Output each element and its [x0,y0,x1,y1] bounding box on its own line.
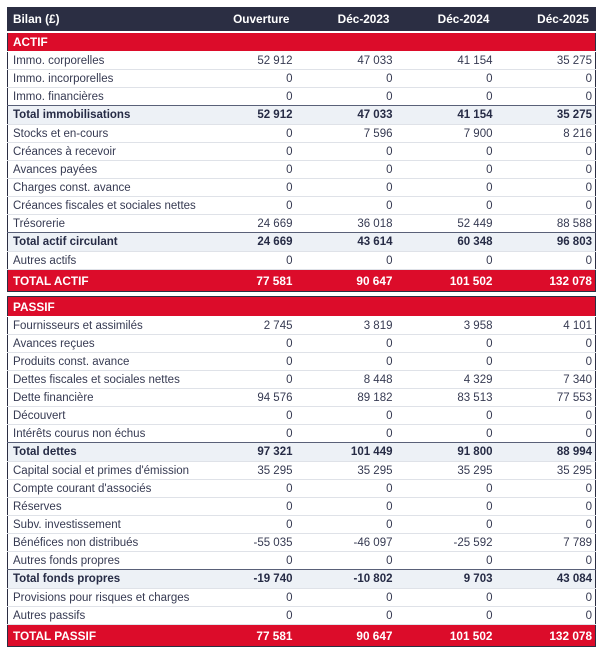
cell-dec-2024: 0 [396,143,496,161]
table-row [8,407,596,425]
cell-dec-2024: 91 800 [396,443,496,462]
cell-ouverture: 77 581 [196,625,296,647]
cell-dec-2024: 0 [396,425,496,443]
cell-dec-2023: 0 [296,88,396,106]
cell-ouverture: 52 912 [196,52,296,70]
row-label: Immo. corporelles [8,52,196,70]
section-header-row [8,297,596,317]
row-label: Dettes fiscales et sociales nettes [8,371,196,389]
cell-ouverture: -19 740 [196,570,296,589]
cell-dec-2024: 0 [396,498,496,516]
cell-dec-2023: 0 [296,480,396,498]
row-label: Capital social et primes d'émission [8,462,196,480]
table-row [8,88,596,106]
section-title: ACTIF [8,32,596,52]
cell-ouverture: 52 912 [196,106,296,125]
cell-ouverture: 0 [196,161,296,179]
row-label: Stocks et en-cours [8,125,196,143]
row-label: Créances à recevoir [8,143,196,161]
cell-dec-2023: 0 [296,252,396,270]
cell-dec-2023: 0 [296,161,396,179]
cell-dec-2024: 0 [396,516,496,534]
cell-ouverture: 0 [196,516,296,534]
cell-dec-2024: 0 [396,335,496,353]
table-row [8,335,596,353]
cell-dec-2024: 0 [396,70,496,88]
cell-dec-2024: 3 958 [396,317,496,335]
row-label: Immo. financières [8,88,196,106]
cell-dec-2025: 0 [496,252,596,270]
actif-section-body [8,32,596,292]
cell-ouverture: 0 [196,125,296,143]
cell-dec-2025: 88 994 [496,443,596,462]
cell-dec-2023: 0 [296,589,396,607]
row-label: Créances fiscales et sociales nettes [8,197,196,215]
column-header-dec-2024: Déc-2024 [396,8,496,32]
cell-ouverture: 0 [196,607,296,625]
cell-dec-2023: 0 [296,425,396,443]
cell-dec-2024: 83 513 [396,389,496,407]
table-row [8,233,596,252]
cell-dec-2025: 0 [496,552,596,570]
cell-dec-2025: 0 [496,353,596,371]
table-row [8,425,596,443]
cell-dec-2025: 0 [496,161,596,179]
column-header-dec-2025: Déc-2025 [496,8,596,32]
row-label: TOTAL ACTIF [8,270,196,292]
row-label: Avances reçues [8,335,196,353]
cell-dec-2023: 101 449 [296,443,396,462]
cell-dec-2024: 0 [396,197,496,215]
cell-ouverture: 0 [196,353,296,371]
table-row [8,462,596,480]
row-label: Total fonds propres [8,570,196,589]
cell-dec-2023: 47 033 [296,106,396,125]
cell-dec-2025: 0 [496,407,596,425]
row-label: Fournisseurs et assimilés [8,317,196,335]
cell-ouverture: 0 [196,335,296,353]
cell-dec-2025: 43 084 [496,570,596,589]
cell-dec-2024: 4 329 [396,371,496,389]
cell-dec-2025: 0 [496,516,596,534]
cell-dec-2025: 35 275 [496,106,596,125]
cell-ouverture: 77 581 [196,270,296,292]
row-label: Autres actifs [8,252,196,270]
table-row [8,625,596,647]
table-row [8,534,596,552]
table-row [8,498,596,516]
cell-dec-2025: 0 [496,88,596,106]
cell-dec-2025: 96 803 [496,233,596,252]
cell-ouverture: 24 669 [196,233,296,252]
row-label: Découvert [8,407,196,425]
cell-dec-2025: 0 [496,589,596,607]
table-row [8,516,596,534]
cell-ouverture: 0 [196,252,296,270]
table-row [8,52,596,70]
cell-ouverture: 35 295 [196,462,296,480]
cell-ouverture: 0 [196,480,296,498]
cell-ouverture: 0 [196,70,296,88]
column-header-ouverture: Ouverture [196,8,296,32]
table-row [8,443,596,462]
cell-dec-2023: 0 [296,407,396,425]
cell-dec-2023: 36 018 [296,215,396,233]
row-label: TOTAL PASSIF [8,625,196,647]
balance-sheet-report [7,7,595,647]
cell-ouverture: -55 035 [196,534,296,552]
balance-sheet-table-actif [7,7,596,292]
row-label: Produits const. avance [8,353,196,371]
table-row [8,317,596,335]
table-row [8,70,596,88]
row-label: Dette financière [8,389,196,407]
cell-dec-2025: 0 [496,480,596,498]
cell-dec-2025: 0 [496,607,596,625]
cell-dec-2025: 0 [496,425,596,443]
row-label: Total actif circulant [8,233,196,252]
row-label: Autres fonds propres [8,552,196,570]
table-row [8,570,596,589]
cell-ouverture: 0 [196,88,296,106]
column-header-bilan: Bilan (£) [8,8,196,32]
cell-dec-2024: -25 592 [396,534,496,552]
table-row [8,480,596,498]
row-label: Immo. incorporelles [8,70,196,88]
cell-dec-2023: 0 [296,179,396,197]
cell-dec-2023: 0 [296,516,396,534]
cell-dec-2023: 35 295 [296,462,396,480]
cell-dec-2023: 0 [296,143,396,161]
cell-dec-2025: 77 553 [496,389,596,407]
cell-dec-2025: 0 [496,197,596,215]
cell-dec-2023: 47 033 [296,52,396,70]
cell-dec-2025: 88 588 [496,215,596,233]
cell-dec-2024: 0 [396,407,496,425]
row-label: Bénéfices non distribués [8,534,196,552]
cell-ouverture: 24 669 [196,215,296,233]
table-row [8,552,596,570]
table-row [8,125,596,143]
table-row [8,589,596,607]
cell-dec-2024: 0 [396,252,496,270]
cell-dec-2024: 101 502 [396,270,496,292]
passif-section-body [8,297,596,647]
table-row [8,353,596,371]
cell-dec-2024: 0 [396,480,496,498]
cell-dec-2025: 132 078 [496,270,596,292]
section-header-row [8,32,596,52]
cell-dec-2025: 4 101 [496,317,596,335]
cell-dec-2024: 35 295 [396,462,496,480]
cell-dec-2024: 0 [396,589,496,607]
cell-ouverture: 0 [196,589,296,607]
balance-sheet-table-passif [7,296,596,647]
table-row [8,607,596,625]
cell-ouverture: 0 [196,407,296,425]
table-row [8,197,596,215]
cell-dec-2023: 90 647 [296,270,396,292]
table-row [8,143,596,161]
cell-dec-2024: 41 154 [396,52,496,70]
cell-ouverture: 0 [196,498,296,516]
cell-ouverture: 0 [196,371,296,389]
cell-dec-2024: 9 703 [396,570,496,589]
cell-dec-2023: 0 [296,70,396,88]
cell-ouverture: 0 [196,143,296,161]
cell-dec-2023: 0 [296,197,396,215]
table-row [8,106,596,125]
cell-dec-2024: 60 348 [396,233,496,252]
row-label: Réserves [8,498,196,516]
row-label: Avances payées [8,161,196,179]
cell-ouverture: 0 [196,552,296,570]
column-header-dec-2023: Déc-2023 [296,8,396,32]
row-label: Autres passifs [8,607,196,625]
cell-dec-2023: 90 647 [296,625,396,647]
cell-dec-2025: 0 [496,70,596,88]
cell-dec-2024: 0 [396,179,496,197]
row-label: Total immobilisations [8,106,196,125]
cell-dec-2024: 41 154 [396,106,496,125]
row-label: Intérêts courus non échus [8,425,196,443]
cell-dec-2024: 0 [396,607,496,625]
cell-ouverture: 0 [196,197,296,215]
cell-ouverture: 97 321 [196,443,296,462]
cell-ouverture: 94 576 [196,389,296,407]
row-label: Subv. investissement [8,516,196,534]
cell-dec-2023: 0 [296,552,396,570]
cell-dec-2025: 7 340 [496,371,596,389]
cell-dec-2024: 0 [396,552,496,570]
cell-dec-2023: 43 614 [296,233,396,252]
section-title: PASSIF [8,297,596,317]
table-row [8,270,596,292]
cell-dec-2025: 35 295 [496,462,596,480]
table-row [8,252,596,270]
cell-ouverture: 0 [196,425,296,443]
cell-dec-2024: 0 [396,161,496,179]
cell-dec-2025: 7 789 [496,534,596,552]
table-row [8,371,596,389]
cell-dec-2023: 0 [296,335,396,353]
cell-dec-2024: 0 [396,353,496,371]
cell-dec-2024: 7 900 [396,125,496,143]
row-label: Total dettes [8,443,196,462]
table-row [8,389,596,407]
cell-dec-2023: -10 802 [296,570,396,589]
cell-dec-2023: 8 448 [296,371,396,389]
cell-dec-2023: 0 [296,498,396,516]
table-row [8,179,596,197]
table-row [8,161,596,179]
cell-dec-2023: 0 [296,353,396,371]
cell-dec-2023: 7 596 [296,125,396,143]
table-row [8,215,596,233]
table-header-row [8,8,596,32]
cell-ouverture: 2 745 [196,317,296,335]
row-label: Charges const. avance [8,179,196,197]
row-label: Provisions pour risques et charges [8,589,196,607]
cell-dec-2025: 0 [496,143,596,161]
cell-dec-2025: 0 [496,498,596,516]
cell-dec-2025: 132 078 [496,625,596,647]
cell-dec-2024: 101 502 [396,625,496,647]
cell-dec-2025: 0 [496,335,596,353]
cell-dec-2023: 0 [296,607,396,625]
row-label: Trésorerie [8,215,196,233]
cell-ouverture: 0 [196,179,296,197]
cell-dec-2023: 3 819 [296,317,396,335]
cell-dec-2024: 52 449 [396,215,496,233]
cell-dec-2025: 0 [496,179,596,197]
cell-dec-2024: 0 [396,88,496,106]
row-label: Compte courant d'associés [8,480,196,498]
cell-dec-2023: 89 182 [296,389,396,407]
cell-dec-2023: -46 097 [296,534,396,552]
cell-dec-2025: 35 275 [496,52,596,70]
cell-dec-2025: 8 216 [496,125,596,143]
